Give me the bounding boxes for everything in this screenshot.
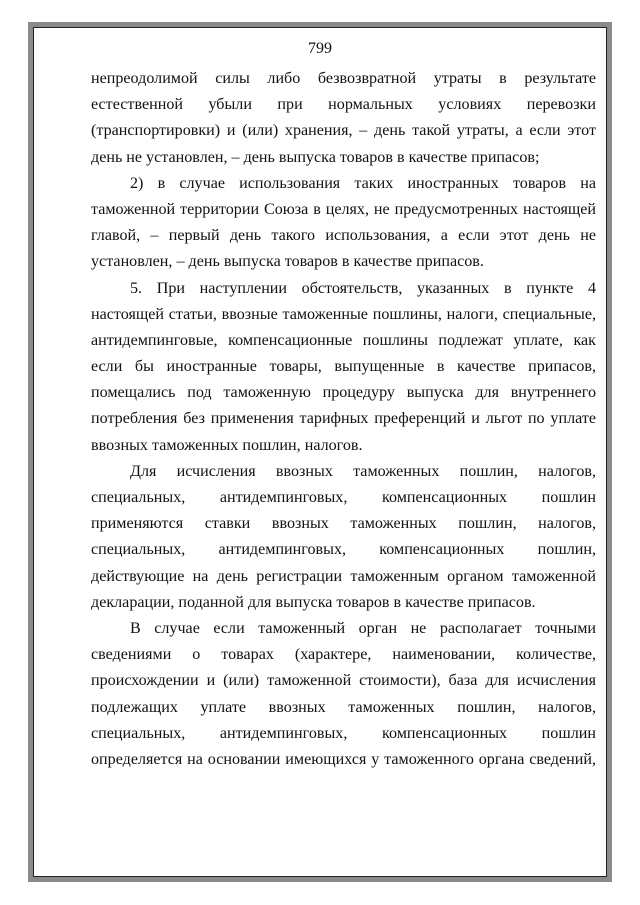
page-number: 799 — [308, 40, 332, 57]
text-line: В случае если таможенный орган не располагает точными — [130, 619, 596, 637]
text-line: непреодолимой силы либо безвозвратной утраты в результате — [91, 70, 596, 87]
text-line: антидемпинговые, компенсационные пошлины подлежат уплате, как — [91, 331, 596, 349]
text-line: подлежащих уплате ввозных таможенных пошлин, налогов, — [91, 698, 596, 716]
text-line: применяются ставки ввозных таможенных пошлин, налогов, — [91, 515, 596, 533]
text-line: специальных, антидемпинговых, компенсационных пошлин — [91, 489, 596, 506]
text-line: определяется на основании имеющихся у таможенного органа сведений, — [91, 750, 596, 768]
text-line: день не установлен, – день выпуска товаров в качестве припасов; — [91, 148, 540, 166]
text-line: помещались под таможенную процедуру выпуска для внутреннего — [91, 384, 596, 402]
text-line: происхождении и (или) таможенной стоимости), база для исчисления — [91, 672, 596, 690]
text-line: потребления без применения тарифных преференций и льгот по уплате — [91, 410, 596, 428]
text-line: естественной убыли при нормальных условиях перевозки — [91, 96, 596, 114]
text-line: настоящей статьи, ввозные таможенные пошлины, налоги, специальные, — [91, 305, 596, 323]
text-line: установлен, – день выпуска товаров в качестве припасов. — [91, 253, 484, 271]
text-line: сведениями о товарах (характере, наименовании, количестве, — [91, 646, 596, 664]
text-line: таможенной территории Союза в целях, не предусмотренных настоящей — [91, 200, 596, 218]
document-body — [91, 66, 596, 773]
text-line: если бы иностранные товары, выпущенные в качестве припасов, — [91, 358, 596, 376]
text-line: специальных, антидемпинговых, компенсационных пошлин — [91, 724, 596, 742]
text-line: (транспортировки) и (или) хранения, – день такой утраты, а если этот — [91, 122, 596, 140]
text-line: главой, – первый день такого использования, а если этот день не — [91, 227, 596, 245]
text-line: действующие на день регистрации таможенным органом таможенной — [91, 567, 596, 585]
text-line: ввозных таможенных пошлин, налогов. — [91, 436, 363, 454]
text-line: 2) в случае использования таких иностранных товаров на — [130, 174, 596, 192]
text-line: 5. При наступлении обстоятельств, указанных в пункте 4 — [130, 279, 596, 297]
text-line: декларации, поданной для выпуска товаров в качестве припасов. — [91, 593, 536, 611]
text-line: Для исчисления ввозных таможенных пошлин, налогов, — [130, 462, 596, 480]
text-line: специальных, антидемпинговых, компенсационных пошлин, — [91, 541, 596, 559]
